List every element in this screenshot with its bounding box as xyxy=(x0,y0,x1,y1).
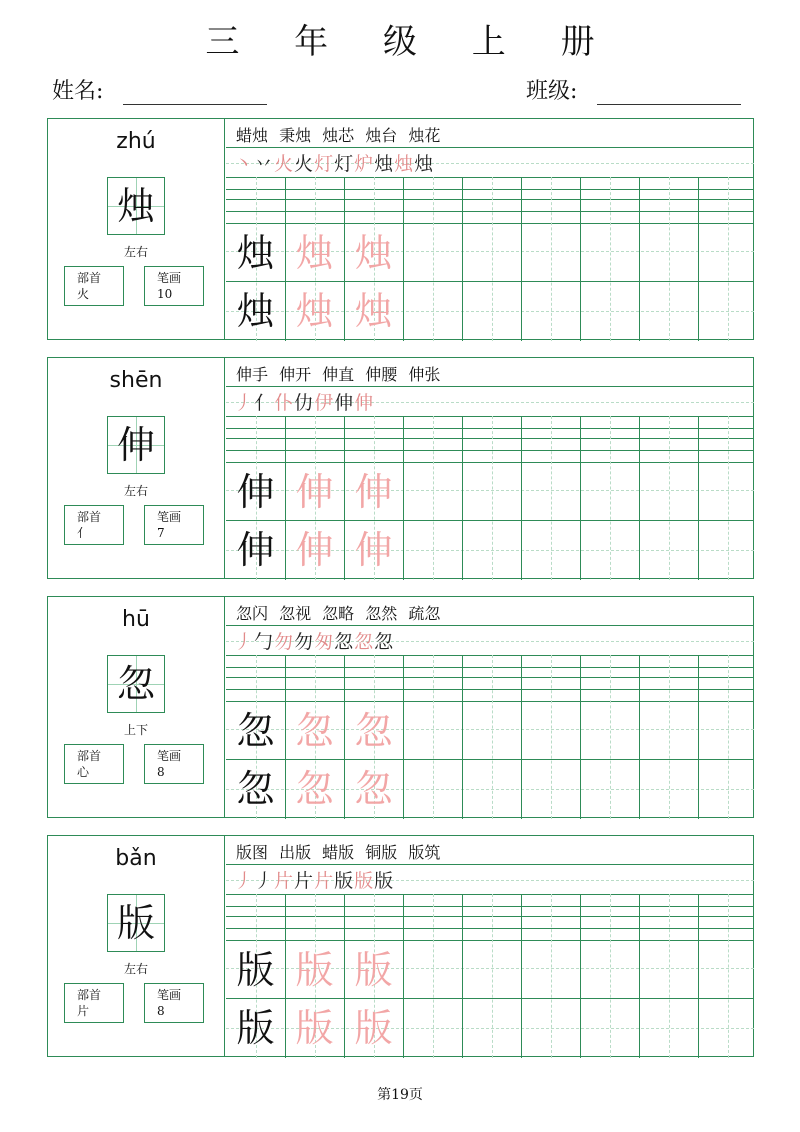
radical-box xyxy=(64,983,124,1023)
empty-practice-cell[interactable] xyxy=(639,998,698,1058)
stroke-order xyxy=(234,149,434,176)
empty-practice-cell[interactable] xyxy=(462,998,521,1058)
empty-practice-cell[interactable] xyxy=(580,998,639,1058)
trace-char[interactable]: 忽 xyxy=(354,709,393,753)
stroke-step: 丿 xyxy=(254,870,274,892)
grid-line xyxy=(226,147,754,148)
character-card xyxy=(47,357,754,579)
grid-line xyxy=(226,667,754,668)
empty-practice-cell[interactable] xyxy=(462,462,521,522)
radical-box xyxy=(64,266,124,306)
char-box xyxy=(107,894,165,952)
page-number: 第19页 xyxy=(377,1087,423,1103)
stroke-step: 丿 xyxy=(234,631,254,653)
grid-line xyxy=(226,189,754,190)
grid-line xyxy=(226,438,754,439)
radical-value: 片 xyxy=(77,1004,90,1018)
stroke-step: 丿 xyxy=(234,870,254,892)
model-char: 忽 xyxy=(236,767,275,811)
stroke-step: 灯 xyxy=(334,153,354,175)
empty-practice-cell[interactable] xyxy=(403,223,462,283)
radical-label: 部首 xyxy=(77,510,102,524)
empty-practice-cell[interactable] xyxy=(521,281,580,341)
empty-practice-cell[interactable] xyxy=(403,520,462,580)
char-info-panel xyxy=(48,119,225,339)
empty-practice-cell[interactable] xyxy=(462,701,521,761)
empty-practice-cell[interactable] xyxy=(639,940,698,1000)
trace-char[interactable]: 烛 xyxy=(354,231,393,275)
stroke-step: 伊 xyxy=(314,392,334,414)
empty-practice-cell[interactable] xyxy=(698,520,757,580)
grid-line xyxy=(226,677,754,678)
grid-line xyxy=(226,928,754,929)
empty-practice-cell[interactable] xyxy=(521,223,580,283)
trace-char[interactable]: 版 xyxy=(295,948,334,992)
empty-practice-cell[interactable] xyxy=(521,520,580,580)
char-box xyxy=(107,416,165,474)
model-char: 忽 xyxy=(236,709,275,753)
stroke-step: 勿 xyxy=(274,631,294,653)
class-blank[interactable] xyxy=(597,78,741,105)
name-label: 姓名: xyxy=(52,79,104,104)
empty-practice-cell[interactable] xyxy=(462,940,521,1000)
grid-line xyxy=(226,386,754,387)
stroke-step: 烛 xyxy=(374,153,394,175)
empty-practice-cell[interactable] xyxy=(521,940,580,1000)
stroke-step: 烛 xyxy=(414,153,434,175)
empty-practice-cell[interactable] xyxy=(462,223,521,283)
stroke-step: 片 xyxy=(274,870,294,892)
empty-practice-cell[interactable] xyxy=(580,281,639,341)
empty-practice-cell[interactable] xyxy=(403,759,462,819)
trace-char[interactable]: 烛 xyxy=(354,289,393,333)
empty-practice-cell[interactable] xyxy=(403,281,462,341)
radical-label: 部首 xyxy=(77,271,102,285)
stroke-step: 丷 xyxy=(254,153,274,175)
empty-practice-cell[interactable] xyxy=(521,701,580,761)
character-card xyxy=(47,835,754,1057)
stroke-step: 版 xyxy=(374,870,394,892)
grid-line xyxy=(226,655,754,656)
character-card xyxy=(47,118,754,340)
empty-practice-cell[interactable] xyxy=(580,759,639,819)
example-words: 蜡烛 秉烛 烛芯 烛台 烛花 xyxy=(236,126,441,145)
trace-char[interactable]: 烛 xyxy=(295,231,334,275)
stroke-order xyxy=(234,627,394,654)
strokes-label: 笔画 xyxy=(157,510,182,524)
stroke-order xyxy=(234,866,394,893)
empty-practice-cell[interactable] xyxy=(462,281,521,341)
example-words: 版图 出版 蜡版 铜版 版筑 xyxy=(236,843,441,862)
radical-value: 火 xyxy=(77,287,90,301)
practice-grid xyxy=(226,836,754,1056)
character-card xyxy=(47,596,754,818)
empty-practice-cell[interactable] xyxy=(639,701,698,761)
empty-practice-cell[interactable] xyxy=(639,759,698,819)
empty-practice-cell[interactable] xyxy=(580,520,639,580)
class-label: 班级: xyxy=(526,79,578,104)
empty-practice-cell[interactable] xyxy=(698,281,757,341)
trace-char[interactable]: 忽 xyxy=(295,709,334,753)
stroke-step: 仂 xyxy=(294,392,314,414)
radical-label: 部首 xyxy=(77,988,102,1002)
stroke-step: 版 xyxy=(354,870,374,892)
grid-line xyxy=(226,177,754,178)
strokes-box xyxy=(144,505,204,545)
example-words: 伸手 伸开 伸直 伸腰 伸张 xyxy=(236,365,441,384)
grid-line xyxy=(226,416,754,417)
pinyin: shēn xyxy=(109,368,163,393)
strokes-label: 笔画 xyxy=(157,988,182,1002)
empty-practice-cell[interactable] xyxy=(462,520,521,580)
grid-line xyxy=(226,916,754,917)
trace-char[interactable]: 版 xyxy=(354,1006,393,1050)
pinyin: bǎn xyxy=(115,846,157,871)
stroke-step: 仆 xyxy=(274,392,294,414)
grid-line xyxy=(226,894,754,895)
model-char: 伸 xyxy=(236,470,275,514)
empty-practice-cell[interactable] xyxy=(403,701,462,761)
stroke-count: 8 xyxy=(157,1004,165,1018)
practice-grid xyxy=(226,358,754,578)
radical-label: 部首 xyxy=(77,749,102,763)
stroke-step: 忽 xyxy=(334,631,354,653)
strokes-label: 笔画 xyxy=(157,749,182,763)
model-char: 版 xyxy=(236,948,275,992)
empty-practice-cell[interactable] xyxy=(403,462,462,522)
stroke-step: 伸 xyxy=(354,392,374,414)
trace-char[interactable]: 伸 xyxy=(295,470,334,514)
example-words: 忽闪 忽视 忽略 忽然 疏忽 xyxy=(236,604,441,623)
empty-practice-cell[interactable] xyxy=(521,759,580,819)
grid-line xyxy=(226,199,754,200)
empty-practice-cell[interactable] xyxy=(639,462,698,522)
char-box xyxy=(107,655,165,713)
empty-practice-cell[interactable] xyxy=(403,998,462,1058)
stroke-step: 片 xyxy=(294,870,314,892)
grid-line xyxy=(226,450,754,451)
trace-char[interactable]: 伸 xyxy=(295,528,334,572)
main-char: 忽 xyxy=(116,662,155,706)
model-char: 烛 xyxy=(236,231,275,275)
strokes-box xyxy=(144,983,204,1023)
stroke-step: 亻 xyxy=(254,392,274,414)
empty-practice-cell[interactable] xyxy=(580,223,639,283)
empty-practice-cell[interactable] xyxy=(698,462,757,522)
empty-practice-cell[interactable] xyxy=(639,520,698,580)
stroke-step: 忽 xyxy=(354,631,374,653)
stroke-step: 伸 xyxy=(334,392,354,414)
model-char: 烛 xyxy=(236,289,275,333)
name-field xyxy=(52,74,267,105)
empty-practice-cell[interactable] xyxy=(521,462,580,522)
empty-practice-cell[interactable] xyxy=(698,940,757,1000)
strokes-label: 笔画 xyxy=(157,271,182,285)
stroke-count: 7 xyxy=(157,526,165,540)
pinyin: hū xyxy=(122,607,150,632)
name-blank[interactable] xyxy=(123,78,267,105)
practice-grid xyxy=(226,119,754,339)
strokes-box xyxy=(144,266,204,306)
stroke-count: 10 xyxy=(157,287,173,301)
main-char: 烛 xyxy=(116,184,155,228)
model-char: 版 xyxy=(236,1006,275,1050)
trace-char[interactable]: 忽 xyxy=(354,767,393,811)
stroke-step: 勹 xyxy=(254,631,274,653)
pinyin: zhú xyxy=(116,129,156,154)
structure: 左右 xyxy=(123,484,148,498)
empty-practice-cell[interactable] xyxy=(698,759,757,819)
grid-line xyxy=(226,689,754,690)
stroke-step: 烛 xyxy=(394,153,414,175)
empty-practice-cell[interactable] xyxy=(403,940,462,1000)
stroke-step: 火 xyxy=(294,153,314,175)
grid-line xyxy=(226,625,754,626)
empty-practice-cell[interactable] xyxy=(462,759,521,819)
empty-practice-cell[interactable] xyxy=(698,223,757,283)
trace-char[interactable]: 烛 xyxy=(295,289,334,333)
model-char: 伸 xyxy=(236,528,275,572)
structure: 左右 xyxy=(123,245,148,259)
class-field xyxy=(526,74,741,105)
empty-practice-cell[interactable] xyxy=(698,998,757,1058)
stroke-step: 勿 xyxy=(294,631,314,653)
page-title: 三 年 级 上 册 xyxy=(205,22,617,62)
stroke-step: 片 xyxy=(314,870,334,892)
structure: 上下 xyxy=(123,723,148,737)
grid-line xyxy=(226,211,754,212)
stroke-order xyxy=(234,388,374,415)
strokes-box xyxy=(144,744,204,784)
main-char: 版 xyxy=(116,901,155,945)
radical-value: 心 xyxy=(77,765,90,779)
empty-practice-cell[interactable] xyxy=(580,701,639,761)
trace-char[interactable]: 版 xyxy=(295,1006,334,1050)
trace-char[interactable]: 忽 xyxy=(295,767,334,811)
stroke-step: 丶 xyxy=(234,153,254,175)
empty-practice-cell[interactable] xyxy=(639,223,698,283)
stroke-step: 匆 xyxy=(314,631,334,653)
empty-practice-cell[interactable] xyxy=(521,998,580,1058)
main-char: 伸 xyxy=(116,423,155,467)
char-info-panel xyxy=(48,597,225,817)
stroke-step: 忽 xyxy=(374,631,394,653)
char-info-panel xyxy=(48,836,225,1056)
empty-practice-cell[interactable] xyxy=(639,281,698,341)
char-info-panel xyxy=(48,358,225,578)
stroke-step: 灯 xyxy=(314,153,334,175)
trace-char[interactable]: 版 xyxy=(354,948,393,992)
char-box xyxy=(107,177,165,235)
structure: 左右 xyxy=(123,962,148,976)
empty-practice-cell[interactable] xyxy=(698,701,757,761)
stroke-step: 版 xyxy=(334,870,354,892)
trace-char[interactable]: 伸 xyxy=(354,528,393,572)
stroke-count: 8 xyxy=(157,765,165,779)
stroke-step: 火 xyxy=(274,153,294,175)
radical-value: 亻 xyxy=(77,526,90,540)
practice-grid xyxy=(226,597,754,817)
trace-char[interactable]: 伸 xyxy=(354,470,393,514)
grid-line xyxy=(226,428,754,429)
empty-practice-cell[interactable] xyxy=(580,940,639,1000)
grid-line xyxy=(226,864,754,865)
empty-practice-cell[interactable] xyxy=(580,462,639,522)
stroke-step: 炉 xyxy=(354,153,374,175)
radical-box xyxy=(64,744,124,784)
radical-box xyxy=(64,505,124,545)
stroke-step: 丿 xyxy=(234,392,254,414)
grid-line xyxy=(226,906,754,907)
